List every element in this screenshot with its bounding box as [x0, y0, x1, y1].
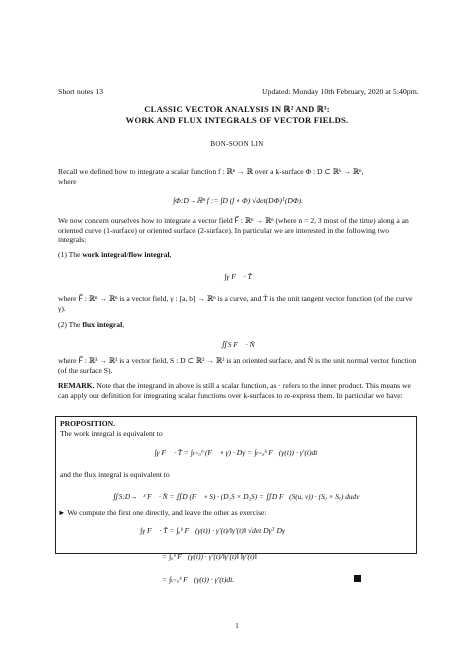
title-line-2: WORK AND FLUX INTEGRALS OF VECTOR FIELDS.: [125, 115, 349, 126]
proof-equation-b: = ∫ₐᵇ F⃗(γ(t)) · γ′(t)/‖γ′(t)‖ ‖γ′(t)‖: [162, 552, 257, 561]
proof-bullet-icon: ►: [58, 508, 66, 517]
proof-intro-text: We compute the first one directly, and leave the other as exercise:: [67, 508, 267, 517]
recall-text: Recall we defined how to integrate a scalar function f : ℝⁿ → ℝ over a k-surface Φ : D ⊂ ℝᵏ → ℝⁿ,: [58, 167, 364, 176]
header-left: Short notes 13: [58, 87, 104, 96]
paragraph-vector-fields: We now concern ourselves how to integrate a vector field F⃗ : ℝⁿ → ℝⁿ (where n = 2, 3 most of the time) along a an oriented curve (1-surface) or oriented surface (2-surface). In particular we are interested in the following two integrals:: [58, 216, 409, 245]
proof-equation-a: ∫γ F⃗ · T̂ = ∫ₐᵇ F⃗(γ(t)) · γ′(t)/‖γ′(t)‖ √det Dγᵀ Dγ: [140, 526, 285, 535]
page-number: 1: [235, 622, 239, 630]
item-flux-integral: (2) The flux integral,: [58, 320, 125, 329]
proposition-label: PROPOSITION.: [60, 419, 116, 428]
work-integral-term: work integral/flow integral: [82, 250, 170, 259]
author: BON-SOON LIN: [210, 140, 264, 148]
header-right: Updated: Monday 10th February, 2020 at 5:40pm.: [262, 87, 419, 96]
proof-intro: [58, 508, 418, 518]
proposition-line-2: and the flux integral is equivalent to: [60, 470, 170, 480]
paper-title: [0, 104, 474, 126]
flux-integral-term: flux integral: [82, 320, 123, 329]
proposition-flux-equation: ∬S:D→ℝ³ F⃗ · N̂ = ∬D (F⃗ ∘ S) · (D₁S × D₂S) = ∬D F⃗(S(u, v)) · (Sᵤ × Sᵥ) dudv: [112, 491, 360, 501]
title-line-1: CLASSIC VECTOR ANALYSIS IN ℝ² AND ℝ³:: [144, 104, 330, 114]
recall-where: where: [58, 176, 77, 186]
paragraph-flux-def: where F⃗ : ℝ³ → ℝ³ is a vector field, S : D ⊂ ℝ² → ℝ³ is an oriented surface, and N̂ is the unit normal vector function (of the surface S).: [58, 356, 417, 375]
proposition-line-1: The work integral is equivalent to: [60, 428, 163, 438]
paragraph-work-def: where F⃗ : ℝⁿ → ℝⁿ is a vector field, γ : [a, b] → ℝⁿ is a curve, and T̂ is the unit tangent vector function (of the curve γ).: [58, 294, 413, 313]
equation-scalar-integral: ∫Φ:D→ℝⁿ f := ∫D (f ∘ Φ) √det(DΦ)ᵀ(DΦ).: [172, 196, 304, 205]
remark-label: REMARK.: [58, 381, 95, 390]
equation-flux-integral: ∬S F⃗ · N̂: [221, 340, 255, 349]
proof-equation-c: = ∫ₜ₌ₐᵇ F⃗(γ(t)) · γ′(t)dt.: [162, 575, 235, 584]
item-work-integral: (1) The work integral/flow integral,: [58, 250, 172, 259]
proposition-work-equation: ∫γ F⃗ · T̂ = ∫ₜ₌ₐᵇ (F⃗ ∘ γ) · Dγ = ∫ₜ₌ₐᵇ F⃗(γ(t)) · γ′(t)dt: [154, 448, 318, 458]
remark-text: Note that the integrand in above is still a scalar function, as · refers to the inner product. This means we can apply our definition for integrating scalar functions over k-surfaces to re-express them. In particular we have:: [58, 381, 411, 400]
equation-work-integral: ∫γ F⃗ · T̂: [224, 272, 252, 281]
qed-symbol: [354, 575, 361, 582]
paragraph-recall: [58, 167, 418, 186]
remark: [58, 381, 418, 400]
